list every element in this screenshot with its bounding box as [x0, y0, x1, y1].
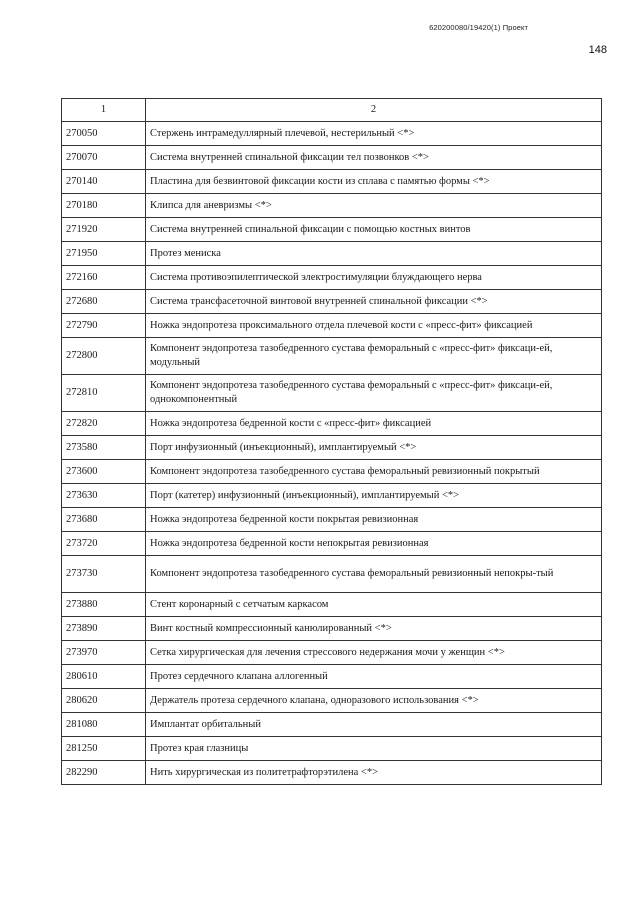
- row-code: 270070: [62, 146, 146, 170]
- column-header-2: 2: [146, 99, 602, 122]
- table-row: [62, 737, 602, 761]
- table-row: [62, 641, 602, 665]
- table-row: [62, 508, 602, 532]
- row-name: Ножка эндопротеза бедренной кости непокрытая ревизионная: [146, 532, 602, 556]
- table-row: [62, 484, 602, 508]
- row-name: Протез края глазницы: [146, 737, 602, 761]
- row-name: Стент коронарный с сетчатым каркасом: [146, 593, 602, 617]
- row-code: 273720: [62, 532, 146, 556]
- table-row: [62, 556, 602, 593]
- row-code: 270050: [62, 122, 146, 146]
- row-code: 272680: [62, 290, 146, 314]
- row-name: Клипса для аневризмы <*>: [146, 194, 602, 218]
- table-row: [62, 146, 602, 170]
- row-code: 271920: [62, 218, 146, 242]
- row-code: 273970: [62, 641, 146, 665]
- row-code: 272800: [62, 338, 146, 375]
- row-name: Протез мениска: [146, 242, 602, 266]
- row-code: 280620: [62, 689, 146, 713]
- row-code: 270180: [62, 194, 146, 218]
- table-header-row: [62, 99, 602, 122]
- row-name: Имплантат орбитальный: [146, 713, 602, 737]
- row-name: Сетка хирургическая для лечения стрессового недержания мочи у женщин <*>: [146, 641, 602, 665]
- row-name: Компонент эндопротеза тазобедренного сустава феморальный ревизионный покрытый: [146, 460, 602, 484]
- table-row: [62, 338, 602, 375]
- table-row: [62, 242, 602, 266]
- table-row: [62, 290, 602, 314]
- table-row: [62, 593, 602, 617]
- document-id: 620200080/19420(1) Проект: [429, 23, 528, 32]
- table-row: [62, 761, 602, 785]
- row-name: Ножка эндопротеза бедренной кости покрытая ревизионная: [146, 508, 602, 532]
- row-code: 282290: [62, 761, 146, 785]
- row-code: 272790: [62, 314, 146, 338]
- row-name: Система трансфасеточной винтовой внутренней спинальной фиксации <*>: [146, 290, 602, 314]
- row-name: Нить хирургическая из политетрафторэтилена <*>: [146, 761, 602, 785]
- row-name: Порт (катетер) инфузионный (инъекционный), имплантируемый <*>: [146, 484, 602, 508]
- row-code: 273630: [62, 484, 146, 508]
- table-row: [62, 412, 602, 436]
- table-row: [62, 689, 602, 713]
- row-code: 272820: [62, 412, 146, 436]
- row-code: 273600: [62, 460, 146, 484]
- row-name: Стержень интрамедуллярный плечевой, нестерильный <*>: [146, 122, 602, 146]
- row-code: 273880: [62, 593, 146, 617]
- row-code: 271950: [62, 242, 146, 266]
- table-row: [62, 194, 602, 218]
- row-name: Система противоэпилептической электростимуляции блуждающего нерва: [146, 266, 602, 290]
- table-row: [62, 460, 602, 484]
- table-row: [62, 375, 602, 412]
- table-row: [62, 665, 602, 689]
- table-row: [62, 617, 602, 641]
- row-code: 273730: [62, 556, 146, 593]
- table-row: [62, 218, 602, 242]
- row-code: 273580: [62, 436, 146, 460]
- page-number: 148: [588, 44, 607, 56]
- table-row: [62, 314, 602, 338]
- row-name: Компонент эндопротеза тазобедренного сустава феморальный с «пресс-фит» фиксаци-ей, однокомпонентный: [146, 375, 602, 412]
- table-row: [62, 170, 602, 194]
- row-name: Компонент эндопротеза тазобедренного сустава феморальный с «пресс-фит» фиксаци-ей, модульный: [146, 338, 602, 375]
- table-row: [62, 436, 602, 460]
- device-table: [61, 98, 602, 785]
- table-row: [62, 532, 602, 556]
- table-row: [62, 266, 602, 290]
- row-name: Порт инфузионный (инъекционный), имплантируемый <*>: [146, 436, 602, 460]
- row-name: Держатель протеза сердечного клапана, одноразового использования <*>: [146, 689, 602, 713]
- row-code: 272160: [62, 266, 146, 290]
- row-name: Система внутренней спинальной фиксации тел позвонков <*>: [146, 146, 602, 170]
- table-row: [62, 713, 602, 737]
- table-row: [62, 122, 602, 146]
- row-code: 270140: [62, 170, 146, 194]
- row-name: Протез сердечного клапана аллогенный: [146, 665, 602, 689]
- row-code: 281250: [62, 737, 146, 761]
- row-code: 273890: [62, 617, 146, 641]
- row-code: 272810: [62, 375, 146, 412]
- row-code: 273680: [62, 508, 146, 532]
- row-name: Ножка эндопротеза проксимального отдела плечевой кости с «пресс-фит» фиксацией: [146, 314, 602, 338]
- row-code: 280610: [62, 665, 146, 689]
- row-name: Винт костный компрессионный канюлированный <*>: [146, 617, 602, 641]
- row-name: Ножка эндопротеза бедренной кости с «пресс-фит» фиксацией: [146, 412, 602, 436]
- row-name: Компонент эндопротеза тазобедренного сустава феморальный ревизионный непокры-тый: [146, 556, 602, 593]
- row-code: 281080: [62, 713, 146, 737]
- column-header-1: 1: [62, 99, 146, 122]
- row-name: Система внутренней спинальной фиксации с помощью костных винтов: [146, 218, 602, 242]
- row-name: Пластина для безвинтовой фиксации кости из сплава с памятью формы <*>: [146, 170, 602, 194]
